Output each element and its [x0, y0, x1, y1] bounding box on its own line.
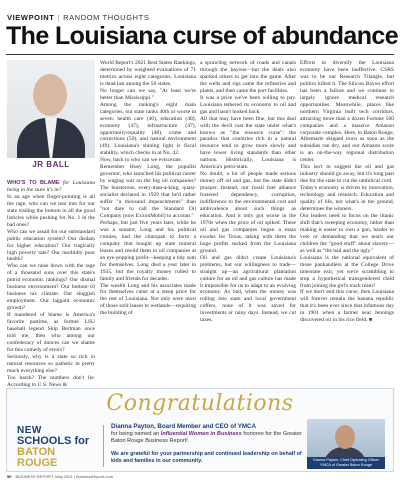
article-paragraph: a sprawling network of roads and canals through the bayous—but the deals also sparked others to get into the game. After the wells and rigs came the refineries and plants, and then came the port facilities.: [200, 60, 296, 94]
article-paragraph: Oil and gas didn't create Louisiana's problems, but our willingness to trade—straight up—an agricultural plantation culture for an oil and gas culture has made it impossible for us to adapt to an evolving economy. As bad, when the money was rolling into state and local government coffers, none of it was saved for investments or rainy days. Instead, we cut taxes.: [200, 254, 296, 324]
logo-line-2: SCHOOLS for: [17, 435, 90, 447]
article-paragraph: Now, back to who can we eviscerate.: [100, 157, 183, 164]
article-headline: The Louisiana curse of abundance: [6, 22, 398, 50]
headline-rule: [6, 54, 394, 55]
article-paragraph: Perhaps, but just five years later, while he was a senator, Long and his political cronies, had the chutzpah to form a company that bought up state mineral leases and resold them to oil companies at an eye-popping profit—keeping a tidy sum for themselves. Long died a year later in 1935, but the royalty money rolled to family and friends for decades.: [100, 219, 196, 282]
article-paragraph: No doubt, a lot of people made serious money off oil and gas, but the state didn't prosper. Instead, our fossil fuel alliance fostered dependency, corruption, indifference to the environmental cost and ambivalence about such things as education. And it only got worse in the 1970s when the price of oil spiked. These oil and gas companies began a mass exodus for Texas, taking with them the huge profits sucked from the Louisiana ground.: [200, 171, 296, 254]
honoree-photo-caption: Dianna Payton, Chief Operating Officer YMCA of Greater Baton Rouge: [307, 457, 385, 469]
honoree-photo-face: [335, 425, 355, 449]
end-mark-icon: ■: [368, 317, 373, 324]
article-paragraph: Who can we assail for our substandard public education system? Our disdain for higher education? Our tragically high poverty rate? Our morbidly poor health?: [7, 228, 95, 263]
column-label: RANDOM THOUGHTS: [63, 13, 150, 22]
ad-headline: Congratulations: [106, 391, 294, 416]
article-paragraph: Louisiana is the national equivalent of those panhandlers at the College Drive interstate exit, yet we're scrambling to stop a hypothetical transgendered child from joining the girl's track team?: [300, 254, 394, 289]
article-paragraph: Who can we raise down with the rage of a thousand suns over this state's putrid economic rankings? Our dismal business environment? Our bottom-10 business tax climate. Our sluggish employment. Our laggard economic growth?: [7, 263, 95, 312]
award-name: Influential Women in Business: [160, 431, 242, 437]
section-kicker: [7, 13, 149, 22]
ad-text-1: for being named an: [111, 431, 161, 437]
drop-in-label: WHO'S TO BLAME: [7, 180, 60, 186]
article-column-4: [300, 60, 394, 324]
ad-text-2: honoree for the Greater Baton Rouge Business Report!: [111, 431, 302, 444]
article-paragraph: It was a price we've been willing to pay. Louisiana tethered its economy to oil and gas and hasn't looked back.: [200, 94, 296, 115]
author-byline: JR BALL: [32, 160, 70, 169]
new-schools-logo: [17, 425, 95, 469]
publication-info: BUSINESS REPORT, May 2021 | BusinessReport.com: [15, 474, 113, 479]
ad-thanks: We are grateful for your partnership and continued leadership on behalf of kids and families in our community.: [111, 451, 302, 464]
closing-text: If we don't end this curse, then Louisiana will forever remain the banana republic that it's been ever since that infamous day in 1901 when a farmer near Jennings discovered oil in his rice field.: [300, 289, 394, 324]
article-column-3: [200, 60, 296, 324]
page-number: 90: [7, 474, 12, 479]
article-column-2: [100, 60, 196, 317]
lead-paragraph: [7, 180, 95, 194]
article-paragraph: Our leaders need to focus on the titanic shift that's sweeping economy, rather than making it easier to own a gun, harder to vote or demanding that we teach our children the "good stuff" about slavery—as well as "the bad and the ugly.": [300, 212, 394, 254]
honoree-name: Dianna Payton, Board Member and CEO of YMCA: [111, 423, 256, 430]
article-paragraph: Remember Huey Long, the populist governor, who launched his political career by waging war on the big oil companies? The boisterous, every-man-a-king, quasi-socialist declared in 1929 that he'd rather suffer "a thousand impeachments" than "not dare to call the Standard Oil Company (now ExxonMobil) to account.": [100, 164, 196, 219]
article-column-1: [7, 180, 95, 389]
author-photo: [7, 60, 95, 158]
article-paragraph: [300, 289, 394, 324]
article-paragraph: In an age when finger-pointing is all the rage, who can we tear into for our state trailing the bottom in all the good listicles while pushing for No. 1 in the bad ones?: [7, 193, 95, 228]
article-paragraph: The wealth Long and his associates made for themselves came at a steep price for the rest of Louisiana. Not only were most of those sold leases to wetlands—requiring the building of: [100, 282, 196, 317]
article-paragraph: Too harsh? The numbers don't lie. According to U.S. News &: [7, 374, 95, 388]
article-paragraph: Among the ranking's eight main categories, our state ranks 40th or worse in seven: health care (46), education (48), economy (47), infrastructure (47), opportunity/equality (48), crime and corrections (50), and natural environment (49). Louisiana's shining light is fiscal stability, which checks in at No. 42.: [100, 101, 196, 157]
author-photo-face: [33, 74, 67, 116]
article-paragraph: Seriously, why is a state so rich in natural resources so pathetic in pretty much everything else?: [7, 353, 95, 374]
ad-divider: [103, 425, 104, 467]
congratulations-ad: [6, 388, 394, 472]
article-paragraph: If mandered of blame is America's favorite pastime, as former LSU baseball legend Skip Bertman once told me, then who among our confederacy of dunces can we shame for this comedy of errors?: [7, 312, 95, 353]
logo-line-3: BATON ROUGE: [17, 446, 58, 469]
ad-message: [111, 423, 306, 465]
kicker-separator: |: [57, 13, 61, 22]
article-paragraph: All that may have been fine, but this deal with the devil cast the state under what's known as "the resource curse": the paradox that countries rich in a natural resource tend to grow more slowly and have lower living standards than other nations. Historically, Louisiana is America's petro-state.: [200, 115, 296, 171]
logo-line-1: NEW: [17, 425, 42, 436]
article-paragraph: World Report's 2021 Best States Rankings, determined by weighted evaluations of 71 metrics across eight categories, Louisiana is dead last among the 50 states.: [100, 60, 196, 87]
article-paragraph: Efforts to diversify the Louisiana economy have been ineffective. CSRS was to be our Research Triangle, but politics killed it. The Silicon Bayou effort has been a failure and we continue to largely ignore medical research opportunities. Meanwhile, places like northern Virginia built tech corridors, attracting more than a dozen Fortune 500 companies and a massive Amazon corporate complex. Here, in Baton Rouge, Albemarle skipped town as soon as the subsidies ran dry, and our Amazon score is an on-the-way regional distribution center.: [300, 60, 394, 164]
page-footer: [7, 474, 113, 479]
lead-text: for Louisiana being in the state it's in?: [7, 180, 95, 193]
section-label: VIEWPOINT: [7, 13, 55, 22]
article-paragraph: This isn't to suggest the oil and gas industry should go away, but it's long past due for the state to cut the umbilical cord.: [300, 164, 394, 185]
article-paragraph: Today's economy is driven by innovation, technology and research. Education and quality of life, not what's in the ground, determines the winners.: [300, 185, 394, 213]
article-paragraph: No longer can we say, "At least we're better than Mississippi.": [100, 87, 196, 101]
